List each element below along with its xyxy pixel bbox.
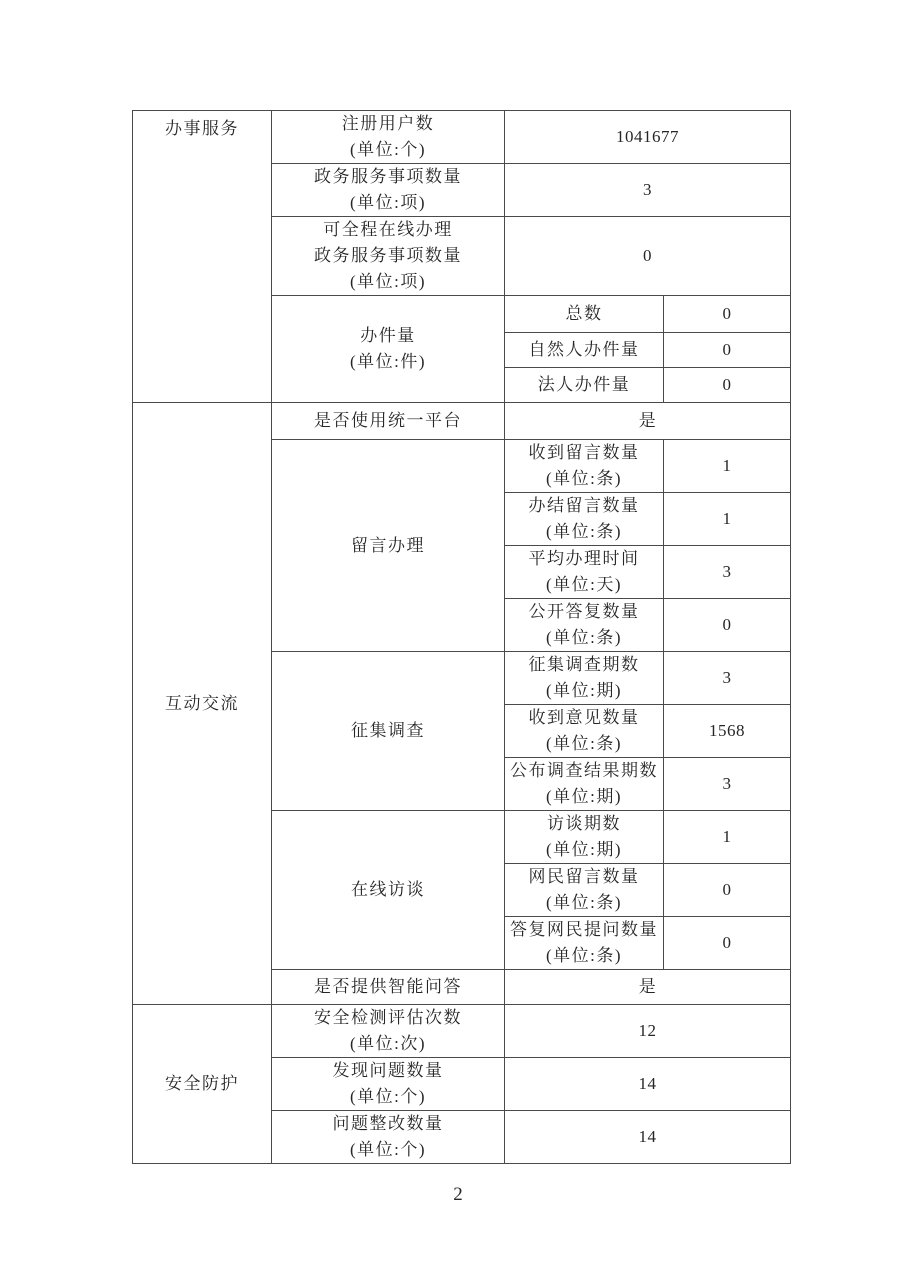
- label-unit-line: (单位:期): [545, 840, 623, 859]
- metric-label: [272, 652, 505, 811]
- submetric-value: 1: [664, 493, 791, 546]
- label-line: 留言办理: [351, 535, 425, 555]
- submetric-value: 0: [664, 917, 791, 970]
- label-line: 征集调查: [351, 721, 425, 740]
- metric-label: [272, 296, 505, 403]
- label-line: 答复网民提问数量: [510, 920, 658, 939]
- label-line: 办结留言数量: [528, 496, 640, 515]
- metric-value: 12: [505, 1005, 791, 1058]
- label-line: 公布调查结果期数: [510, 761, 658, 780]
- submetric-value: 3: [664, 758, 791, 811]
- metric-value: 是: [505, 970, 791, 1005]
- label-line: 政务服务事项数量: [314, 167, 462, 186]
- table-row: [133, 403, 791, 440]
- label-unit-line: (单位:条): [545, 522, 623, 541]
- label-line: 征集调查期数: [528, 655, 640, 674]
- submetric-label: [505, 652, 664, 705]
- row-group-label: 办事服务: [133, 111, 272, 403]
- label-unit-line: (单位:项): [349, 193, 427, 212]
- label-line: 法人办件量: [537, 375, 631, 394]
- submetric-label: [505, 917, 664, 970]
- label-line: 问题整改数量: [332, 1114, 444, 1133]
- label-line: 总数: [565, 304, 603, 323]
- label-line: 是否使用统一平台: [314, 411, 462, 430]
- metric-value: 1041677: [505, 111, 791, 164]
- table-row: [133, 111, 791, 164]
- metric-label: [272, 403, 505, 440]
- metric-value: 0: [505, 217, 791, 296]
- annual-report-table: [132, 110, 791, 1164]
- submetric-label: [505, 493, 664, 546]
- label-unit-line: (单位:期): [545, 787, 623, 806]
- submetric-value: 0: [664, 296, 791, 333]
- metric-label: [272, 970, 505, 1005]
- metric-value: 3: [505, 164, 791, 217]
- row-group-label: 安全防护: [133, 1005, 272, 1164]
- metric-label: [272, 111, 505, 164]
- submetric-value: 0: [664, 333, 791, 368]
- label-unit-line: (单位:个): [349, 140, 427, 159]
- submetric-label: [505, 705, 664, 758]
- submetric-value: 0: [664, 864, 791, 917]
- label-unit-line: (单位:项): [349, 272, 427, 291]
- label-line: 政务服务事项数量: [314, 246, 462, 265]
- submetric-label: [505, 758, 664, 811]
- metric-value: 是: [505, 403, 791, 440]
- submetric-value: 1: [664, 440, 791, 493]
- submetric-label: [505, 546, 664, 599]
- label-line: 自然人办件量: [528, 340, 640, 359]
- label-line: 公开答复数量: [528, 602, 640, 621]
- submetric-value: 3: [664, 546, 791, 599]
- submetric-value: 0: [664, 599, 791, 652]
- label-line: 安全检测评估次数: [314, 1008, 462, 1027]
- label-unit-line: (单位:条): [545, 469, 623, 488]
- submetric-label: [505, 368, 664, 403]
- submetric-label: [505, 333, 664, 368]
- label-unit-line: (单位:期): [545, 681, 623, 700]
- submetric-value: 1568: [664, 705, 791, 758]
- label-unit-line: (单位:条): [545, 946, 623, 965]
- table-row: [133, 1005, 791, 1058]
- label-line: 访谈期数: [547, 814, 621, 833]
- metric-value: 14: [505, 1058, 791, 1111]
- metric-label: [272, 1058, 505, 1111]
- label-unit-line: (单位:次): [349, 1034, 427, 1053]
- submetric-label: [505, 811, 664, 864]
- label-line: 发现问题数量: [332, 1061, 444, 1080]
- metric-label: [272, 164, 505, 217]
- label-unit-line: (单位:个): [349, 1087, 427, 1106]
- page-number: 2: [453, 1184, 463, 1205]
- label-line: 注册用户数: [341, 114, 435, 133]
- metric-label: [272, 811, 505, 970]
- metric-label: [272, 440, 505, 652]
- submetric-value: 3: [664, 652, 791, 705]
- label-unit-line: (单位:件): [349, 352, 427, 371]
- label-unit-line: (单位:条): [545, 734, 623, 753]
- metric-label: [272, 1111, 505, 1164]
- submetric-label: [505, 599, 664, 652]
- label-line: 可全程在线办理: [323, 220, 453, 239]
- metric-label: [272, 1005, 505, 1058]
- label-unit-line: (单位:条): [545, 893, 623, 912]
- metric-value: 14: [505, 1111, 791, 1164]
- label-unit-line: (单位:天): [545, 575, 623, 594]
- label-line: 收到意见数量: [528, 708, 640, 727]
- row-group-label: 互动交流: [133, 403, 272, 1005]
- label-line: 办件量: [360, 326, 416, 345]
- label-line: 平均办理时间: [528, 549, 640, 568]
- submetric-value: 0: [664, 368, 791, 403]
- label-unit-line: (单位:个): [349, 1140, 427, 1159]
- label-line: 在线访谈: [351, 880, 425, 899]
- label-unit-line: (单位:条): [545, 628, 623, 647]
- label-line: 是否提供智能问答: [314, 977, 462, 996]
- submetric-label: [505, 864, 664, 917]
- submetric-value: 1: [664, 811, 791, 864]
- label-line: 收到留言数量: [528, 443, 640, 462]
- metric-label: [272, 217, 505, 296]
- submetric-label: [505, 296, 664, 333]
- submetric-label: [505, 440, 664, 493]
- label-line: 网民留言数量: [528, 867, 640, 886]
